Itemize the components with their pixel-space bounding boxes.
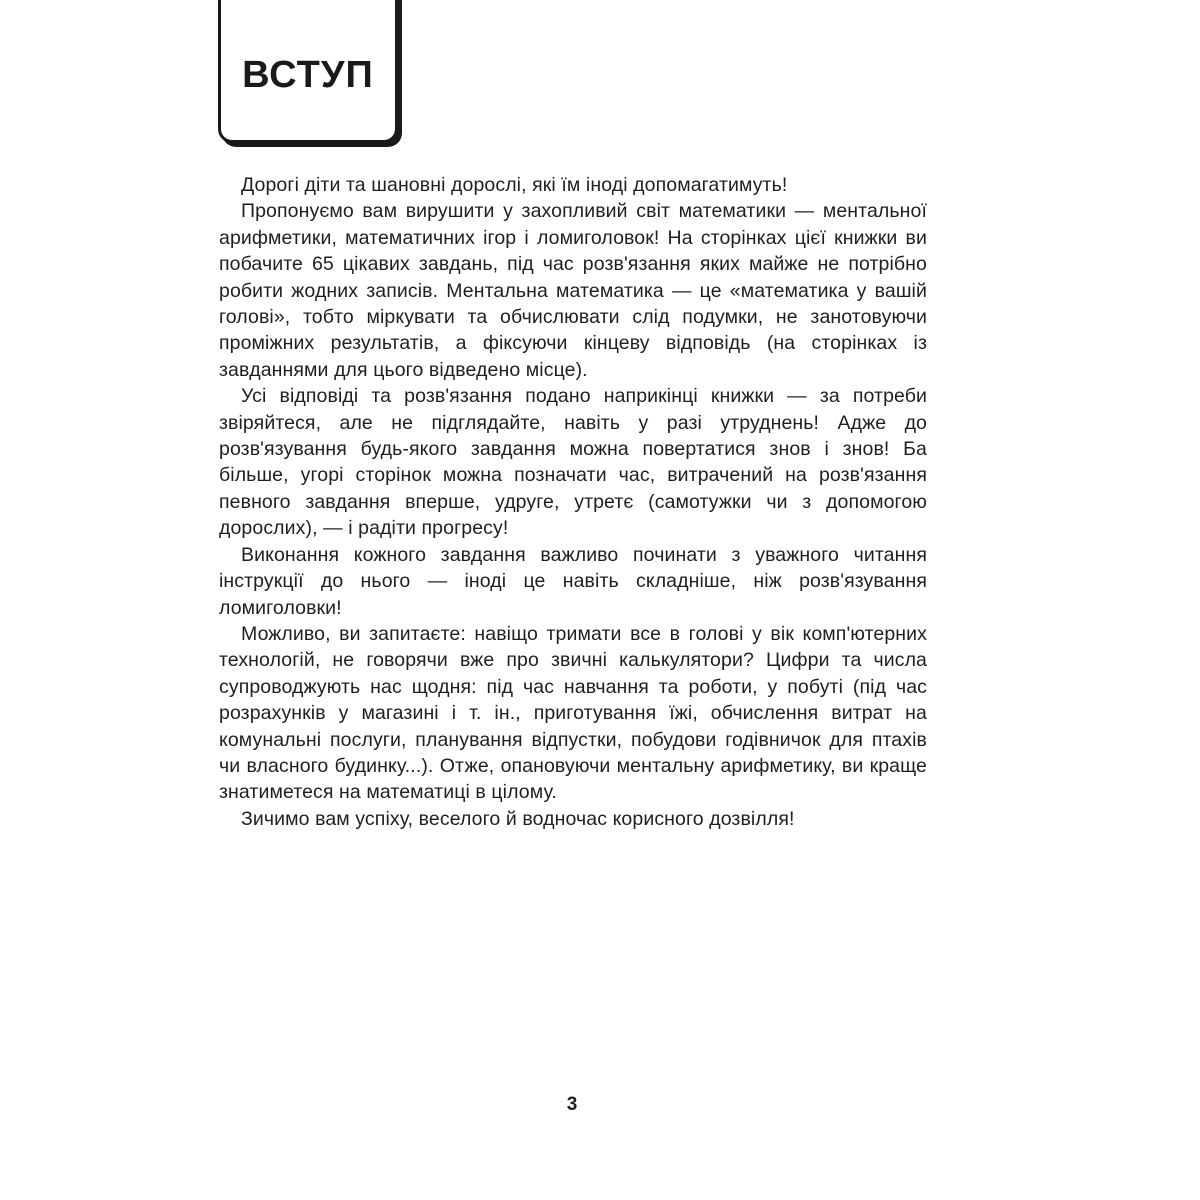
- paragraph-mental-math: Пропонуємо вам вирушити у захопливий світ математики — ментальної арифметики, математичних ігор і ломиголовок! На сторінках цієї книжки ви побачите 65 цікавих завдань, під час розв'язання яких майже не потрібно робити жодних записів. Ментальна математика — це «математика у вашій голові», тобто міркувати та обчислювати слід подумки, не занотовуючи проміжних результатів, а фіксуючи кінцеву відповідь (на сторінках із завданнями для цього відведено місце).: [219, 200, 927, 381]
- page-number: 3: [566, 1094, 578, 1115]
- paragraph-greeting: Дорогі діти та шановні дорослі, які їм іноді допомагатимуть!: [241, 174, 788, 196]
- introduction-text: [219, 172, 927, 832]
- paragraph-instructions: Виконання кожного завдання важливо починати з уважного читання інструкції до нього — іноді це навіть складніше, ніж розв'язування ломиголовки!: [219, 543, 927, 619]
- chapter-header-tab: [218, 0, 398, 143]
- paragraph-wishes: Зичимо вам успіху, веселого й водночас корисного дозвілля!: [241, 807, 795, 830]
- paragraph-why: Можливо, ви запитаєте: навіщо тримати все в голові у вік комп'ютерних технологій, не говорячи вже про звичні калькулятори? Цифри та числа супроводжують нас щодня: під час навчання та роботи, у побуті (під час розрахунків у магазині і т. ін., приготування їжі, обчислення витрат на комунальні послуги, планування відпустки, побудови годівничок для птахів чи власного будинку...). Отже, опановуючи ментальну арифметику, ви краще знатиметеся на математиці в цілому.: [219, 622, 927, 804]
- chapter-title: ВСТУП: [242, 54, 374, 96]
- paragraph-answers: Усі відповіді та розв'язання подано наприкінці книжки — за потреби звіряйтеся, але не підглядайте, навіть у разі утруднень! Адже до розв'язування будь-якого завдання можна повертатися знов і знов! Ба більше, угорі сторінок можна позначати час, витрачений на розв'язання певного завдання вперше, удруге, утретє (самотужки чи з допомогою дорослих), — і радіти прогресу!: [219, 385, 927, 540]
